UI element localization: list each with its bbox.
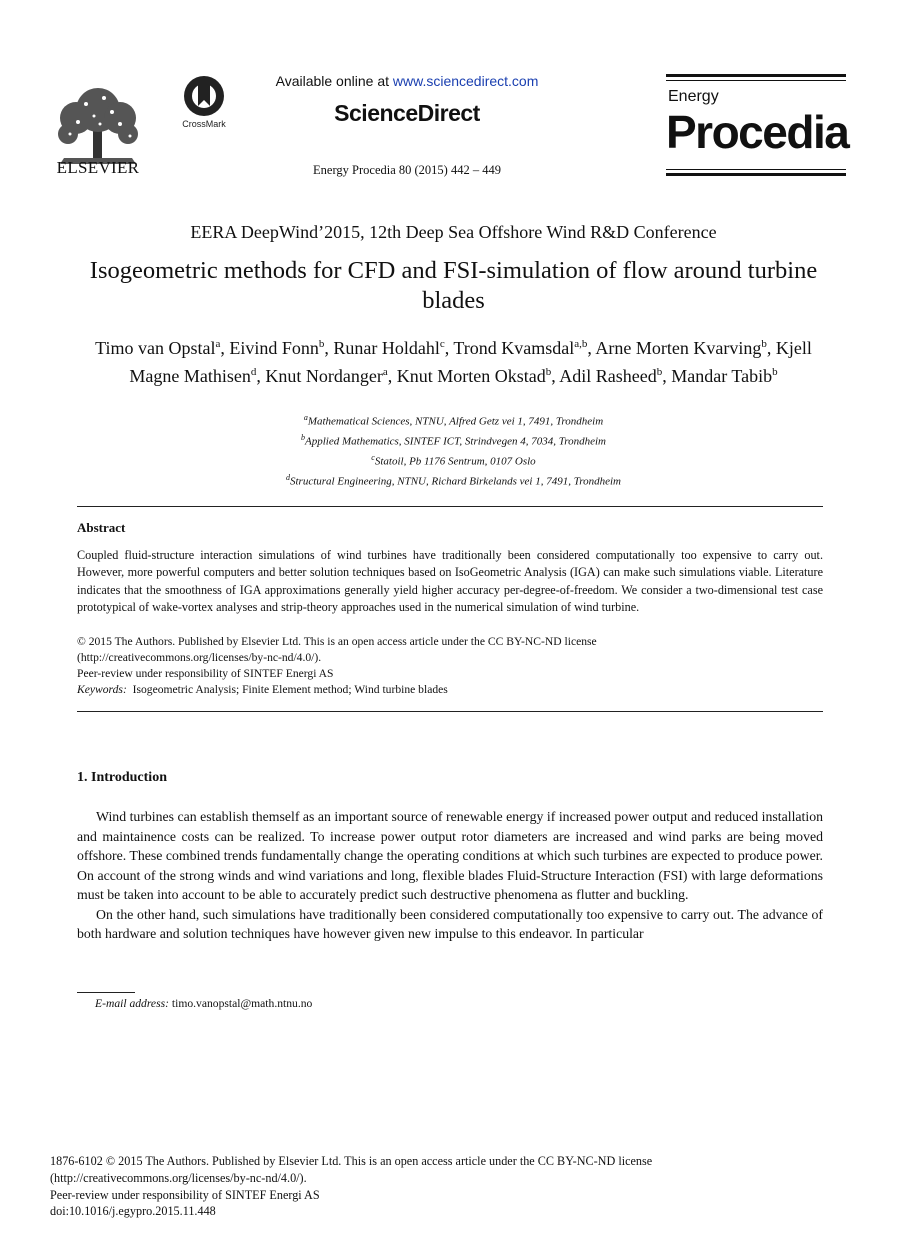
section-heading-introduction: 1. Introduction (77, 770, 167, 785)
license-line: © 2015 The Authors. Published by Elsevier Ltd. This is an open access article under the CC BY-NC-ND license (77, 635, 597, 648)
license-block (77, 634, 823, 682)
affiliation-list (120, 410, 787, 491)
page-footer (50, 1153, 850, 1220)
author-separator: , (587, 338, 596, 358)
author-affiliation-mark: a,b (574, 338, 588, 350)
footnote-rule (77, 992, 135, 993)
affiliation-text: Structural Engineering, NTNU, Richard Birkelands vei 1, 7491, Trondheim (290, 476, 621, 489)
logo-energy-word: Energy (668, 88, 719, 105)
author-name: Mandar Tabib (671, 366, 773, 386)
author-separator: , (766, 338, 776, 358)
author (595, 338, 775, 358)
author-affiliation-mark: a (215, 338, 221, 350)
available-online-line (262, 73, 552, 89)
author (95, 338, 229, 358)
conference-name: EERA DeepWind’2015, 12th Deep Sea Offshore Wind R&D Conference (190, 222, 717, 242)
author (671, 366, 777, 386)
author-affiliation-mark: b (656, 366, 663, 378)
author-separator: , (662, 366, 672, 386)
author-affiliation-mark: d (250, 366, 257, 378)
affiliation-text: Applied Mathematics, SINTEF ICT, Strindvegen 4, 7034, Trondheim (305, 435, 606, 448)
author-affiliation-mark: b (761, 338, 767, 350)
author (397, 366, 560, 386)
elsevier-wordmark: ELSEVIER (56, 158, 140, 177)
logo-procedia-word: Procedia (666, 106, 849, 158)
affiliation-key: a (303, 413, 308, 422)
keywords-line (77, 682, 823, 698)
author-name: Knut Morten Okstad (396, 366, 546, 386)
affiliation-text: Mathematical Sciences, NTNU, Alfred Getz vei 1, 7491, Trondheim (307, 415, 604, 428)
affiliation (120, 410, 787, 430)
license-url[interactable]: (http://creativecommons.org/licenses/by-nc-nd/4.0/). (77, 651, 322, 664)
author-name: Arne Morten Kvarving (595, 338, 762, 358)
divider-bottom (77, 711, 823, 712)
abstract-heading: Abstract (77, 520, 126, 535)
abstract-text: Coupled fluid-structure interaction simulations of wind turbines have traditionally been considered computationally too expensive to carry out. However, more powerful computers and better solution techniques based on IsoGeometric Analysis (IGA) can make such simulations viable. Literature indicates that the smoothness of IGA approximations generally yield higher accuracy per-degree-of-freedom. We consider a two-dimensional test case prototypical of wake-vortex analyses and strip-theory approaches used in the numerical simulation of wind turbine. (77, 548, 823, 615)
logo-rule (666, 74, 846, 77)
email-label: E-mail address: (95, 997, 169, 1010)
peer-review-line: Peer-review under responsibility of SINTEF Energi AS (77, 667, 334, 680)
author-affiliation-mark: b (318, 338, 325, 350)
paper-title: Isogeometric methods for CFD and FSI-simulation of flow around turbine blades (89, 257, 818, 314)
author-name: Timo van Opstal (95, 338, 216, 358)
corresponding-email (95, 997, 312, 1010)
author-separator: , (256, 366, 266, 386)
keywords-text: Isogeometric Analysis; Finite Element method; Wind turbine blades (132, 683, 448, 696)
paragraph: On the other hand, such simulations have traditionally been considered computationally too expensive to carry out. The advance of both hardware and solution techniques have however given new impulse to this endeavor. In particular (77, 906, 823, 941)
divider-top (77, 506, 823, 507)
footer-license-url[interactable]: (http://creativecommons.org/licenses/by-nc-nd/4.0/). (50, 1170, 307, 1185)
author-affiliation-mark: c (439, 338, 445, 350)
affiliation-key: b (301, 433, 306, 443)
logo-rule (666, 173, 846, 176)
available-online-prefix: Available online at (275, 73, 393, 89)
author-list (80, 332, 827, 388)
introduction-body (77, 807, 823, 944)
author-separator: , (324, 338, 334, 358)
author-separator: , (387, 366, 397, 386)
author (333, 338, 453, 358)
keywords-label: Keywords: (77, 683, 127, 696)
paragraph: Wind turbines can establish themself as an important source of renewable energy if increased power output and reduced installation and maintainence costs can be realized. To increase power output rotor diameters are increased and wind parks are being moved offshore. These combined trends fundamentally change the operating conditions at which such turbines are expected to produce power. On account of the strong winds and wind variations and long, flexible blades Fluid-Structure Interaction (FSI) with large deformations must be taken into account to be able to accurately predict such destructive phenomena as flutter and buckling. (77, 809, 823, 902)
author (453, 338, 595, 358)
author (265, 366, 396, 386)
affiliation (120, 470, 787, 490)
author (229, 338, 333, 358)
affiliation-key: d (286, 473, 290, 483)
sciencedirect-logo: ScienceDirect (334, 100, 480, 126)
affiliation (120, 430, 787, 450)
author-name: Trond Kvamsdal (453, 338, 575, 358)
footer-doi[interactable]: doi:10.1016/j.egypro.2015.11.448 (50, 1204, 216, 1219)
journal-reference: Energy Procedia 80 (2015) 442 – 449 (313, 163, 501, 177)
sciencedirect-link[interactable]: www.sciencedirect.com (392, 73, 539, 89)
logo-rule (666, 169, 846, 170)
logo-rule (666, 80, 846, 81)
affiliation-text: Statoil, Pb 1176 Sentrum, 0107 Oslo (374, 455, 536, 468)
crossmark-label: CrossMark (182, 119, 226, 129)
affiliation-key: c (371, 453, 375, 463)
author-affiliation-mark: a (382, 366, 388, 378)
author-separator: , (444, 338, 454, 358)
affiliation (120, 450, 787, 470)
footer-peer-review: Peer-review under responsibility of SINTEF Energi AS (50, 1187, 320, 1202)
footer-copyright: 1876-6102 © 2015 The Authors. Published by Elsevier Ltd. This is an open access article under the CC BY-NC-ND license (50, 1154, 653, 1168)
energy-procedia-logo (666, 74, 849, 182)
email-address[interactable]: timo.vanopstal@math.ntnu.no (171, 997, 313, 1010)
author-affiliation-mark: b (772, 366, 778, 378)
author-name: Runar Holdahl (333, 338, 440, 358)
author-name: Kjell Magne Mathisen (129, 338, 812, 386)
author-name: Eivind Fonn (229, 338, 319, 358)
author-name: Knut Nordanger (265, 366, 383, 386)
author-separator: , (551, 366, 560, 386)
author-separator: , (220, 338, 230, 358)
author-affiliation-mark: b (545, 366, 552, 378)
author (559, 366, 671, 386)
crossmark-icon[interactable] (176, 74, 232, 132)
author-name: Adil Rasheed (559, 366, 657, 386)
